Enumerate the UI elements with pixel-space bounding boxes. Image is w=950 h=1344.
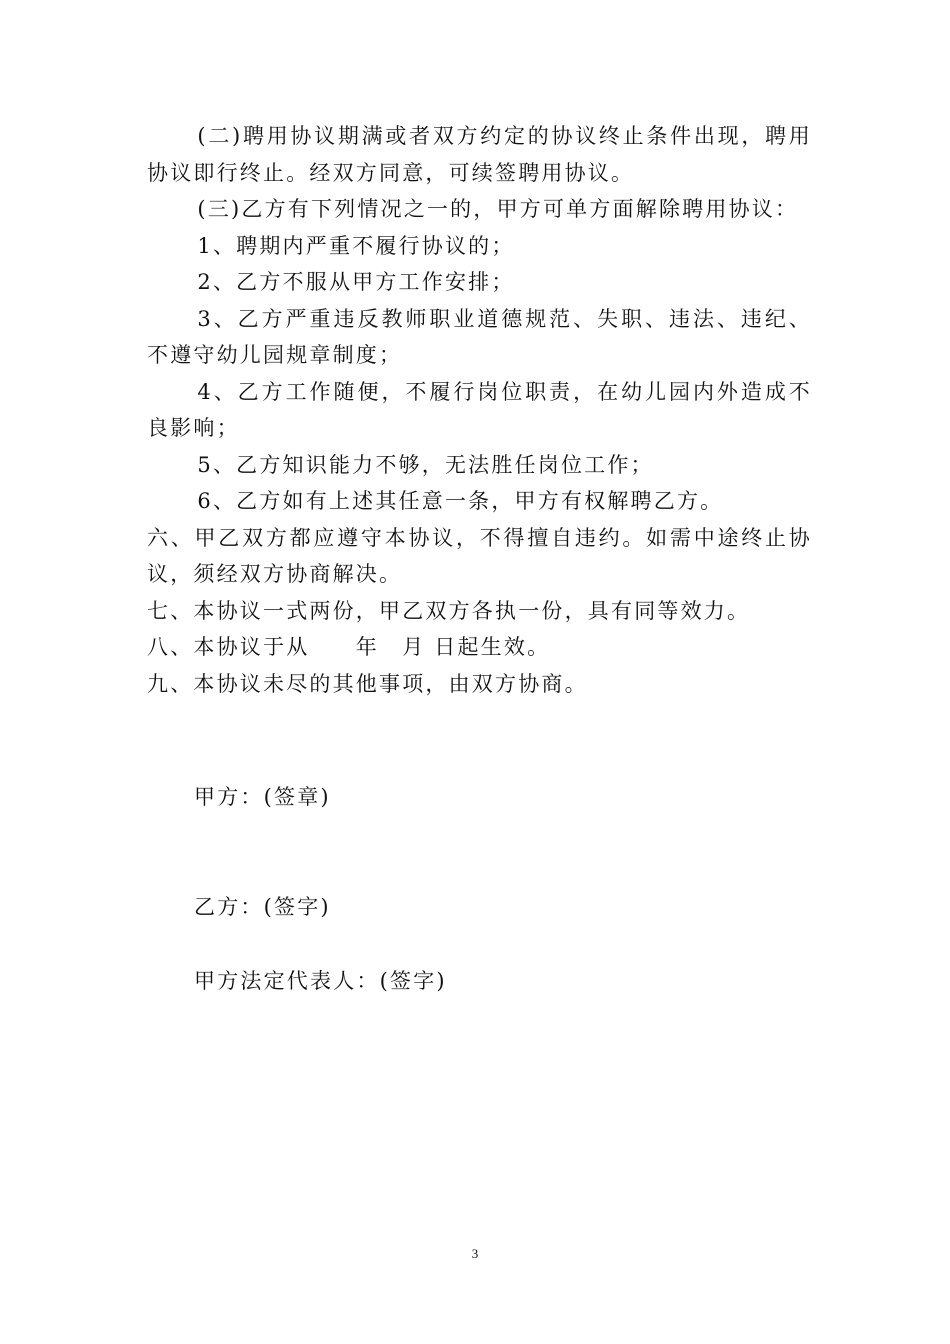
clause-item: 5、乙方知识能力不够，无法胜任岗位工作；	[197, 452, 654, 477]
party-a-signature-line: 甲方：(签章)	[194, 785, 331, 809]
party-b-signature-line: 乙方：(签字)	[194, 895, 331, 919]
clause-item: 2、乙方不服从甲方工作安排；	[197, 270, 515, 294]
article-six: 六、甲乙双方都应遵守本协议，不得擅自违约。如需中途终止协议，须经双方协商解决。	[147, 525, 812, 586]
article-eight: 八、本协议于从 年 月 日起生效。	[147, 635, 551, 659]
clause-item: 1、聘期内严重不履行协议的；	[197, 233, 515, 258]
legal-representative-signature-line: 甲方法定代表人：(签字)	[194, 969, 447, 993]
article-nine: 九、本协议未尽的其他事项，由双方协商。	[147, 671, 588, 696]
clause-paragraph: (三)乙方有下列情况之一的，甲方可单方面解除聘用协议：	[197, 197, 799, 221]
clause-item: 6、乙方如有上述其任意一条，甲方有权解聘乙方。	[197, 489, 724, 513]
clause-item: 4、乙方工作随便，不履行岗位职责，在幼儿园内外造成不良影响；	[147, 379, 812, 440]
clause-paragraph: (二)聘用协议期满或者双方约定的协议终止条件出现，聘用协议即行终止。经双方同意，可续签聘用协议。	[147, 124, 812, 185]
agreement-body	[147, 118, 812, 702]
page-number: 3	[471, 1246, 479, 1261]
clause-item: 3、乙方严重违反教师职业道德规范、失职、违法、违纪、不遵守幼儿园规章制度；	[147, 306, 812, 367]
article-seven: 七、本协议一式两份，甲乙双方各执一份，具有同等效力。	[147, 598, 751, 623]
